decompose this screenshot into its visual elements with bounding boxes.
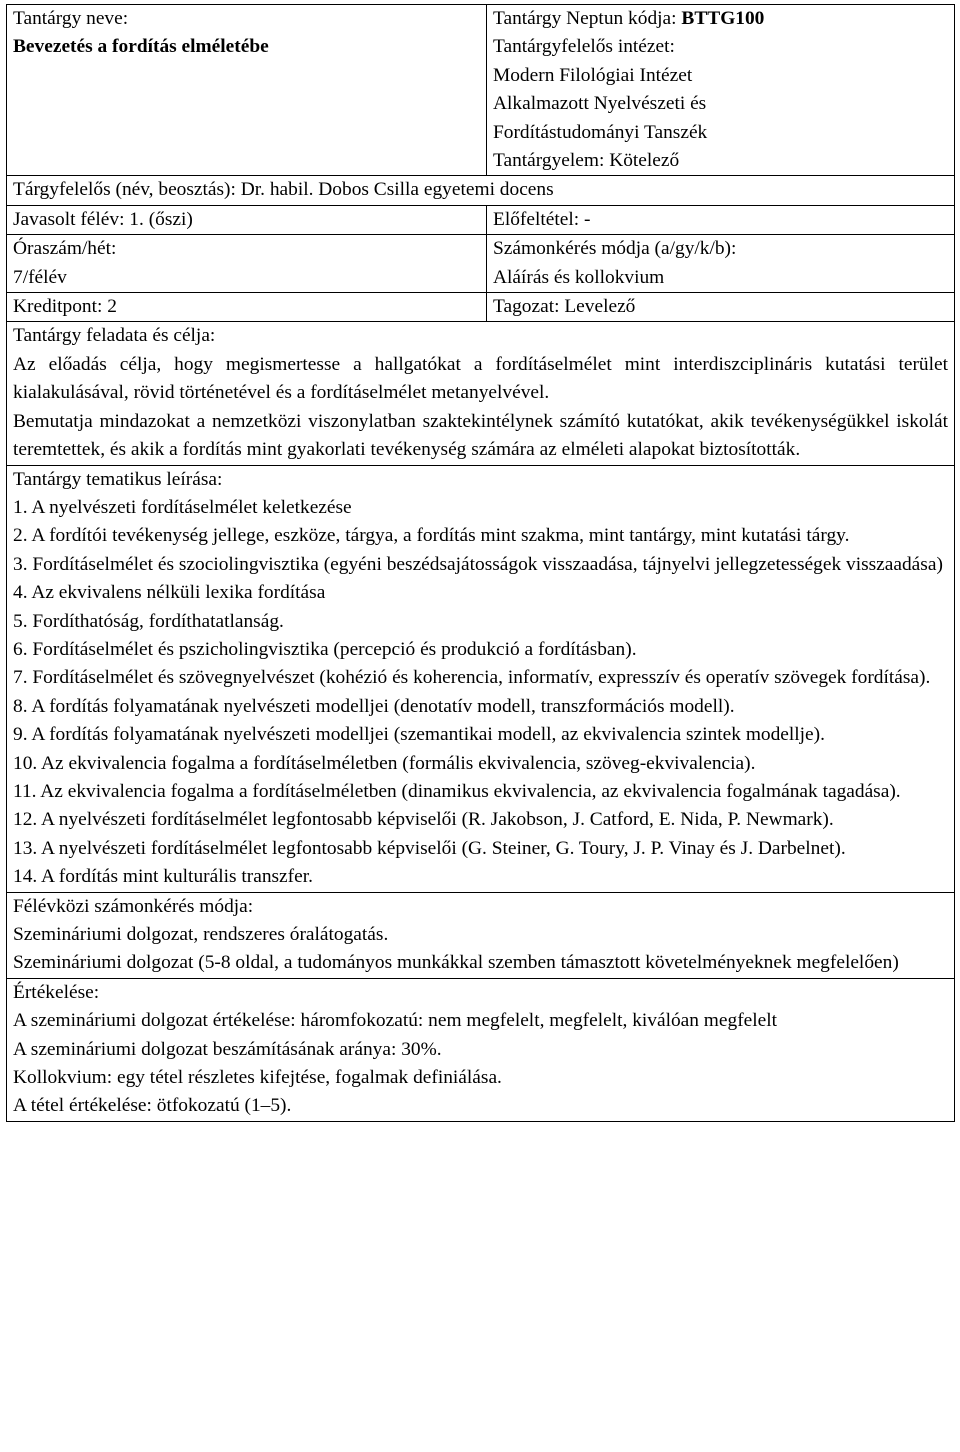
evaluation-label: Értékelése: [13,981,100,1003]
topic-item: 6. Fordításelmélet és pszicholingvisztika (percepció és produkció a fordításban). [13,638,637,660]
evaluation-cell [7,979,954,1121]
hours-label: Óraszám/hét: [13,238,117,260]
evaluation-row [7,979,954,1121]
topic-item: 7. Fordításelmélet és szövegnyelvészet (kohézió és koherencia, informatív, expresszív és operatív szövegek fordítása). [13,667,931,689]
credits-row [7,293,954,322]
hours-cell [7,235,487,292]
responsible-row [7,176,954,205]
topics-cell [7,466,954,892]
topic-item: 2. A fordítói tevékenység jellege, eszköze, tárgya, a fordítás mint szakma, mint tantárgy, mint kutatási tárgy. [13,525,850,547]
exam-label: Számonkérés módja (a/gy/k/b): [493,238,737,260]
course-code-label: Tantárgy Neptun kódja: [493,8,677,29]
mode-text: Tagozat: Levelező [493,296,636,318]
exam-value: Aláírás és kollokvium [493,266,665,288]
goal-row [7,322,954,465]
topic-item: 5. Fordíthatóság, fordíthatatlanság. [13,610,284,632]
exam-cell [487,235,954,292]
midterm-label: Félévközi számonkérés módja: [13,895,254,917]
hours-value: 7/félév [13,266,67,288]
midterm-cell [7,893,954,978]
course-element: Tantárgyelem: Kötelező [493,150,680,172]
institute-label: Tantárgyfelelős intézet: [493,36,675,58]
topic-item: 8. A fordítás folyamatának nyelvészeti modelljei (denotatív modell, transzformációs modell). [13,695,735,717]
evaluation-line: A szemináriumi dolgozat beszámításának aránya: 30%. [13,1038,442,1060]
credits-text: Kreditpont: 2 [7,293,487,321]
prerequisite-text: Előfeltétel: - [493,208,591,230]
goal-label: Tantárgy feladata és célja: [13,325,216,347]
evaluation-line: A tétel értékelése: ötfokozatú (1–5). [13,1095,292,1117]
goal-text: Az előadás célja, hogy megismertesse a hallgatókat a fordításelmélet mint interdiszciplináris kutatási terület kialakulásával, rövid történetével és a fordításelmélet metanyelvével. [13,353,948,404]
course-description-table [6,4,955,1122]
institute-line: Modern Filológiai Intézet [493,64,693,86]
semester-text: Javasolt félév: 1. (őszi) [7,206,487,234]
topic-item: 4. Az ekvivalens nélküli lexika fordítása [13,582,326,604]
midterm-row [7,893,954,979]
topic-item: 12. A nyelvészeti fordításelmélet legfontosabb képviselői (R. Jakobson, J. Catford, E. Nida, P. Newmark). [13,809,834,831]
semester-row [7,206,954,235]
responsible-text: Tárgyfelelős (név, beosztás): Dr. habil. Dobos Csilla egyetemi docens [13,179,554,201]
hours-row [7,235,954,293]
evaluation-line: Kollokvium: egy tétel részletes kifejtése, fogalmak definiálása. [13,1067,502,1089]
evaluation-line: A szemináriumi dolgozat értékelése: háromfokozatú: nem megfelelt, megfelelt, kiválóan megfelelt [13,1010,778,1032]
topic-item: 9. A fordítás folyamatának nyelvészeti modelljei (szemantikai modell, az ekvivalencia szintek modellje). [13,724,825,746]
topic-item: 14. A fordítás mint kulturális transzfer. [13,866,313,888]
institute-line: Fordítástudományi Tanszék [493,121,708,143]
course-code [493,5,948,33]
course-name-value: Bevezetés a fordítás elméletébe [13,36,269,58]
course-code-value: BTTG100 [681,8,765,29]
topics-row [7,466,954,893]
course-name-label: Tantárgy neve: [13,8,129,29]
midterm-line: Szemináriumi dolgozat, rendszeres óralátogatás. [13,924,389,945]
topic-item: 13. A nyelvészeti fordításelmélet legfontosabb képviselői (G. Steiner, G. Toury, J. P. Vinay és J. Darbelnet). [13,837,846,859]
goal-text-2: Bemutatja mindazokat a nemzetközi viszonylatban szaktekintélynek számító kutatókat, akik tevékenységükkel iskolát teremtettek, és akik a fordítás mint gyakorlati tevékenység számára az elméleti alapokat biztosították. [13,410,948,461]
topic-item: 11. Az ekvivalencia fogalma a fordításelméletben (dinamikus ekvivalencia, az ekvivalencia fogalmának tagadása). [13,780,901,802]
course-name-cell [7,5,487,175]
goal-cell [7,322,954,464]
course-info-cell [487,5,954,175]
topics-label: Tantárgy tematikus leírása: [13,468,223,490]
topic-item: 10. Az ekvivalencia fogalma a fordításelméletben (formális ekvivalencia, szöveg-ekvivalencia). [13,752,756,774]
midterm-line: Szemináriumi dolgozat (5-8 oldal, a tudományos munkákkal szemben támasztott követelményeknek megfelelően) [13,952,899,974]
topic-item: 1. A nyelvészeti fordításelmélet keletkezése [13,496,352,518]
header-row [7,5,954,176]
institute-line: Alkalmazott Nyelvészeti és [493,93,707,115]
topic-item: 3. Fordításelmélet és szociolingvisztika (egyéni beszédsajátosságok visszaadása, tájnyelvi jellegzetességek visszaadása) [13,553,943,575]
